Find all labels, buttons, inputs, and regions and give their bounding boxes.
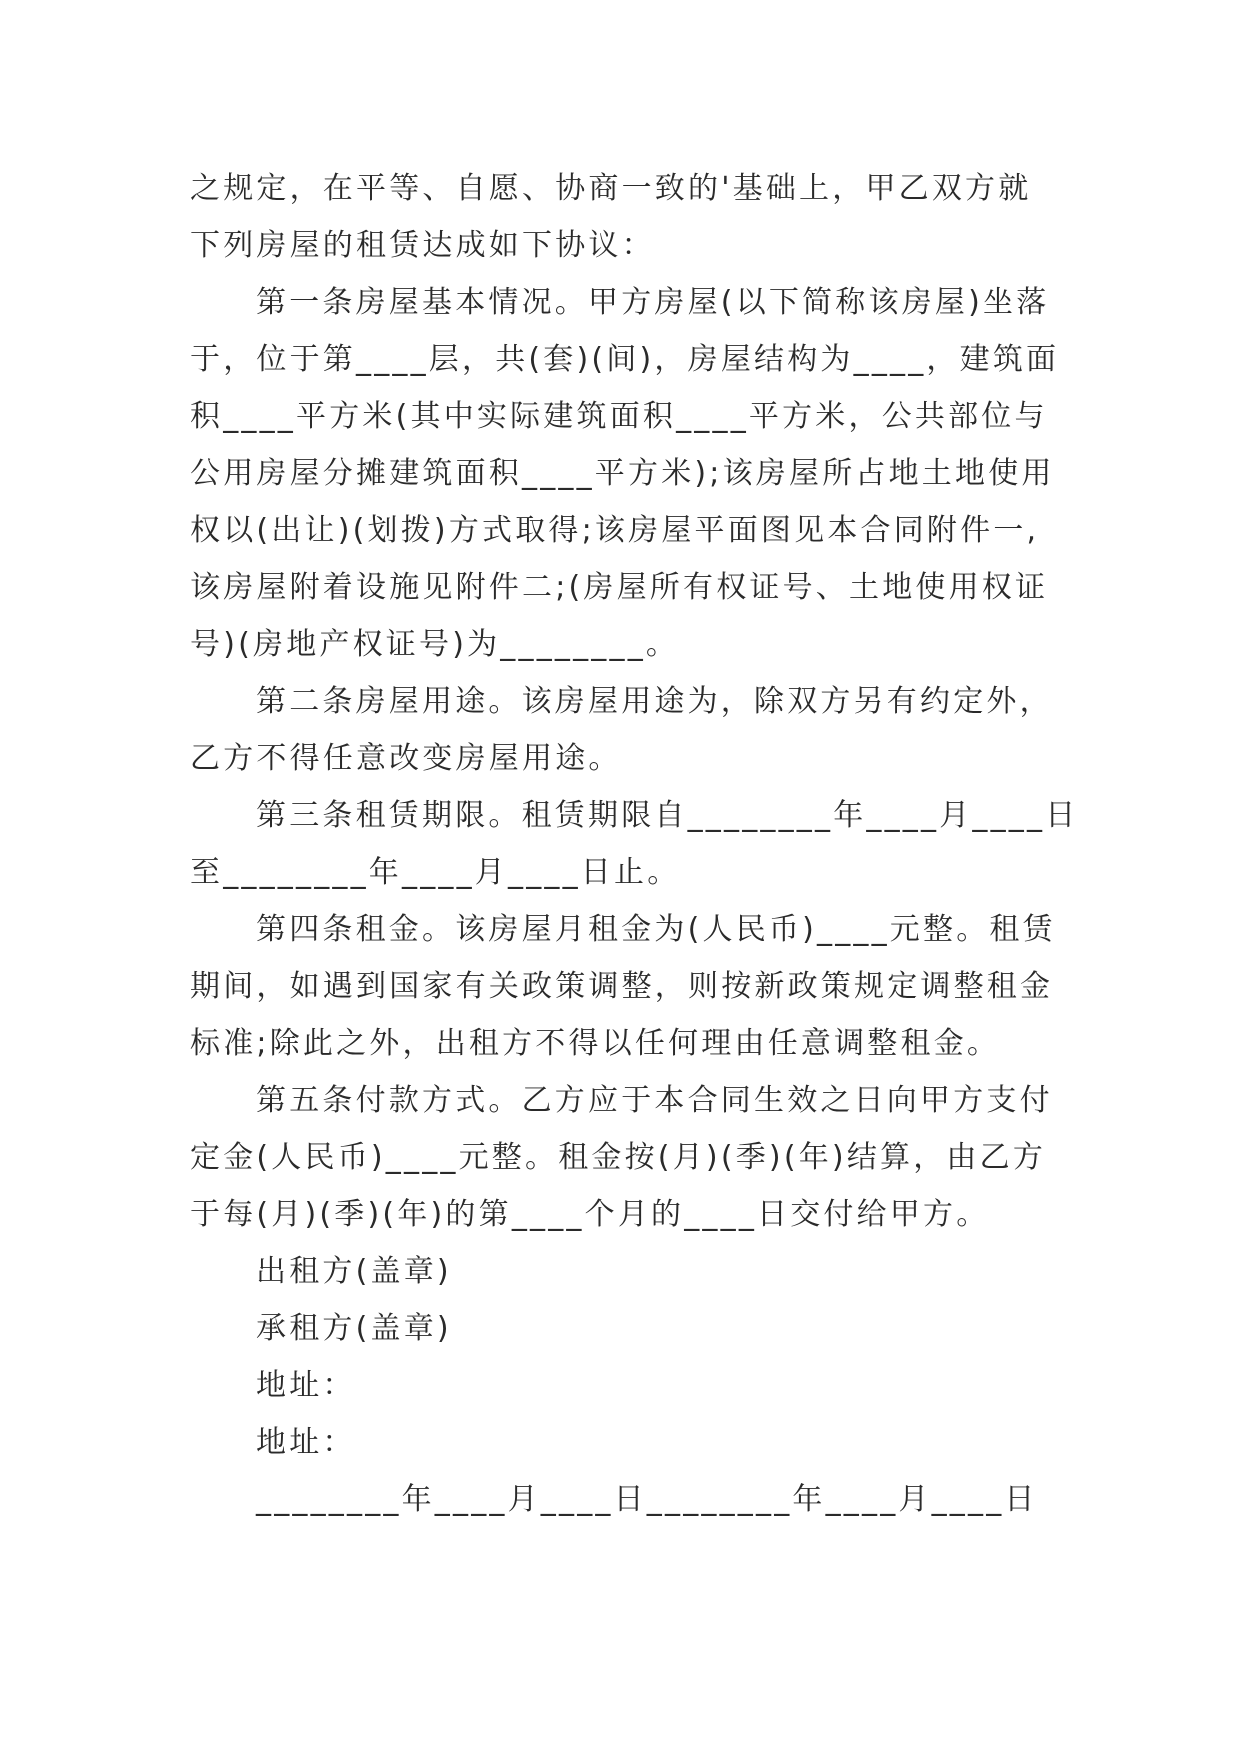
text-line: 下列房屋的租赁达成如下协议：: [190, 228, 655, 263]
text-line: 公用房屋分摊建筑面积____平方米);该房屋所占地土地使用: [190, 456, 1055, 491]
lessor-seal-label: 出租方(盖章): [256, 1254, 452, 1289]
text-line: 于每(月)(季)(年)的第____个月的____日交付给甲方。: [190, 1197, 990, 1232]
text-line: 第五条付款方式。乙方应于本合同生效之日向甲方支付: [256, 1083, 1053, 1118]
text-line: 号)(房地产权证号)为________。: [190, 627, 680, 662]
text-line: 第四条租金。该房屋月租金为(人民币)____元整。租赁: [256, 912, 1056, 947]
text-line: 定金(人民币)____元整。租金按(月)(季)(年)结算，由乙方: [190, 1140, 1047, 1175]
paragraph-article-4: [190, 901, 1070, 1072]
document-body: [190, 160, 1079, 1528]
signature-date-line: ________年____月____日________年____月____日: [256, 1482, 1038, 1517]
text-line: 期间，如遇到国家有关政策调整，则按新政策规定调整租金: [190, 969, 1054, 1004]
text-line: 之规定，在平等、自愿、协商一致的'基础上，甲乙双方就: [190, 171, 1032, 206]
text-line: 第一条房屋基本情况。甲方房屋(以下简称该房屋)坐落: [256, 285, 1050, 320]
paragraph-article-1: [190, 274, 1070, 673]
text-line: 至________年____月____日止。: [190, 855, 681, 890]
text-line: 乙方不得任意改变房屋用途。: [190, 741, 622, 776]
text-line: 于，位于第____层，共(套)(间)，房屋结构为____，建筑面: [190, 342, 1060, 377]
paragraph-article-5: [190, 1072, 1070, 1243]
lessee-address-label: 地址：: [256, 1425, 356, 1460]
text-line: 该房屋附着设施见附件二;(房屋所有权证号、土地使用权证: [190, 570, 1049, 605]
paragraph-preamble: [190, 160, 1070, 274]
paragraph-article-2: [190, 673, 1070, 787]
text-line: 第二条房屋用途。该房屋用途为，除双方另有约定外，: [256, 684, 1053, 719]
text-line: 第三条租赁期限。租赁期限自________年____月____日: [256, 798, 1079, 833]
text-line: 积____平方米(其中实际建筑面积____平方米，公共部位与: [190, 399, 1048, 434]
paragraph-article-3: [190, 787, 1079, 901]
lessor-address-label: 地址：: [256, 1368, 356, 1403]
text-line: 标准;除此之外，出租方不得以任何理由任意调整租金。: [190, 1026, 1001, 1061]
text-line: 权以(出让)(划拨)方式取得;该房屋平面图见本合同附件一,: [190, 513, 1040, 548]
lessee-seal-label: 承租方(盖章): [256, 1311, 452, 1346]
